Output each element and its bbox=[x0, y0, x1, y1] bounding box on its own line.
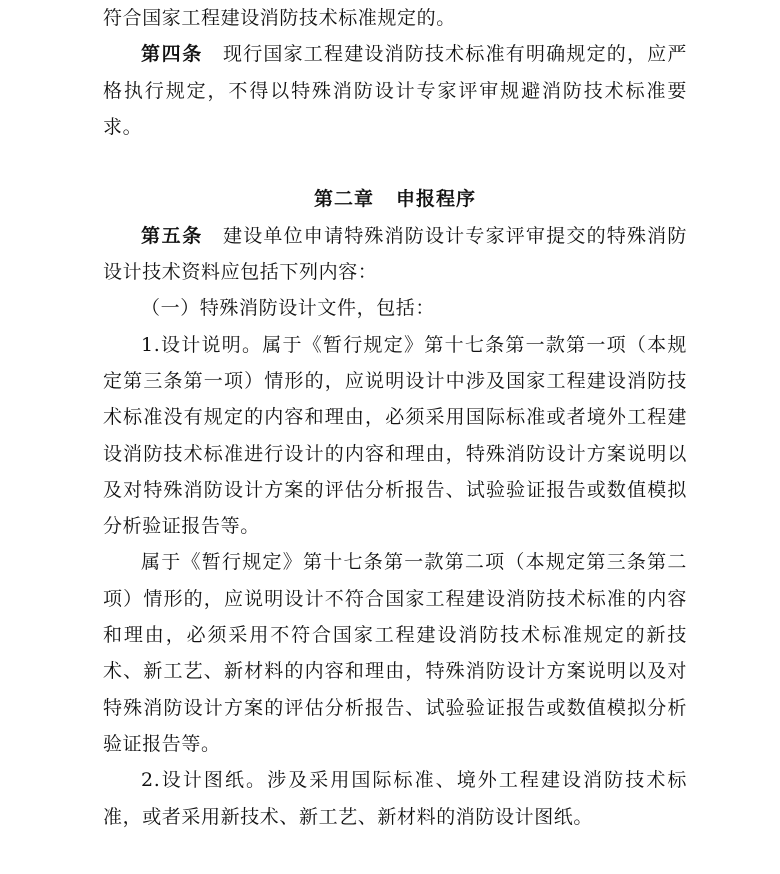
chapter-title: 申报程序 bbox=[396, 188, 477, 211]
item-1-1-continued-text: 属于《暂行规定》第十七条第一款第二项（本规定第三条第二项）情形的，应说明设计不符合国家工程建设消防技术标准的内容和理由，必须采用不符合国家工程建设消防技术标准规定的新技术、新工艺、新材料的内容和理由，特殊消防设计方案说明以及对特殊消防设计方案的评估分析报告、试验验证报告或数值模拟分析验证报告等。 bbox=[103, 551, 687, 755]
paragraph-text: 符合国家工程建设消防技术标准规定的。 bbox=[103, 7, 456, 29]
document-body bbox=[103, 0, 687, 835]
item-1-1-text: 1.设计说明。属于《暂行规定》第十七条第一款第一项（本规定第三条第一项）情形的，应说明设计中涉及国家工程建设消防技术标准没有规定的内容和理由，必须采用国际标准或者境外工程建设消防技术标准进行设计的内容和理由，特殊消防设计方案说明以及对特殊消防设计方案的评估分析报告、试验验证报告或数值模拟分析验证报告等。 bbox=[103, 333, 687, 538]
article-5-label: 第五条 bbox=[141, 224, 203, 247]
article-4-text: 现行国家工程建设消防技术标准有明确规定的，应严格执行规定，不得以特殊消防设计专家评审规避消防技术标准要求。 bbox=[103, 43, 687, 138]
chapter-heading bbox=[103, 181, 687, 217]
article-4 bbox=[103, 36, 687, 145]
item-1 bbox=[103, 290, 687, 326]
blank-line bbox=[103, 145, 687, 181]
item-1-1-continued bbox=[103, 544, 687, 762]
item-1-1 bbox=[103, 327, 687, 545]
item-1-text: （一）特殊消防设计文件，包括： bbox=[141, 297, 436, 320]
chapter-number: 第二章 bbox=[313, 188, 374, 211]
article-5 bbox=[103, 218, 687, 291]
item-1-2-text: 2.设计图纸。涉及采用国际标准、境外工程建设消防技术标准，或者采用新技术、新工艺、新材料的消防设计图纸。 bbox=[103, 769, 687, 828]
article-4-label: 第四条 bbox=[141, 43, 203, 66]
paragraph-continuation bbox=[103, 0, 687, 36]
article-5-text: 建设单位申请特殊消防设计专家评审提交的特殊消防设计技术资料应包括下列内容： bbox=[103, 224, 687, 284]
item-1-2 bbox=[103, 762, 687, 835]
